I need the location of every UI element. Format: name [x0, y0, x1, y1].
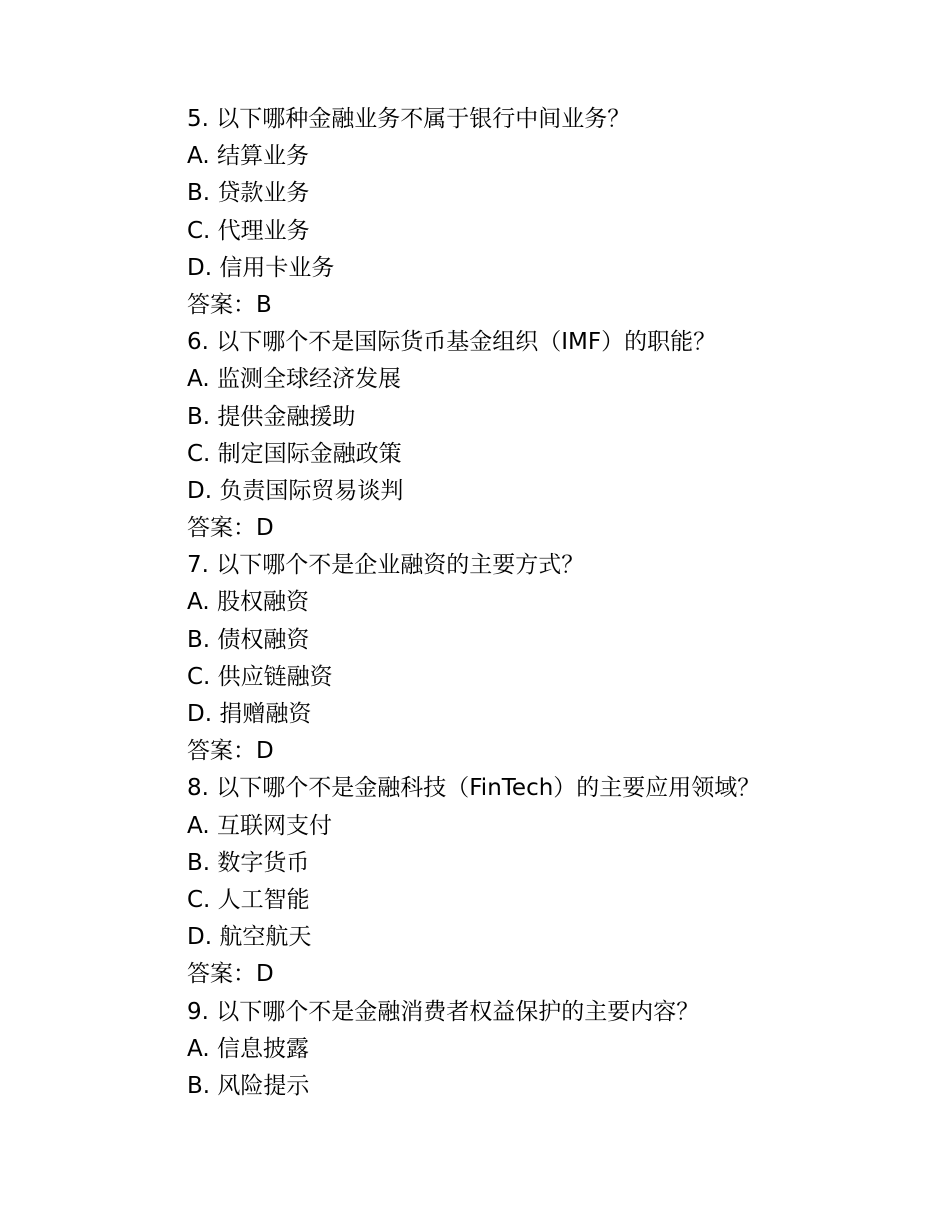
question-7 [187, 547, 907, 770]
option-b: B. 数字货币 [187, 849, 310, 876]
question-stem: 5. 以下哪种金融业务不属于银行中间业务？ [187, 106, 631, 132]
option-b: B. 风险提示 [187, 1072, 310, 1099]
option-d: D. 航空航天 [187, 924, 312, 951]
option-a: A. 监测全球经济发展 [187, 366, 401, 393]
question-8 [187, 770, 907, 993]
answer-line: 答案：D [187, 961, 274, 988]
document-page [187, 101, 907, 1105]
question-stem: 7. 以下哪个不是企业融资的主要方式？ [187, 552, 585, 579]
option-c: C. 人工智能 [187, 886, 310, 913]
option-a: A. 股权融资 [187, 589, 309, 616]
option-b: B. 债权融资 [187, 626, 310, 653]
option-a: A. 信息披露 [187, 1035, 309, 1062]
option-d: D. 负责国际贸易谈判 [187, 477, 404, 504]
question-5 [187, 101, 907, 324]
answer-line: 答案：B [187, 291, 272, 318]
option-a: A. 互联网支付 [187, 812, 332, 839]
option-a: A. 结算业务 [187, 143, 309, 170]
answer-line: 答案：D [187, 515, 274, 542]
option-c: C. 代理业务 [187, 217, 310, 244]
answer-line: 答案：D [187, 738, 274, 765]
question-stem: 6. 以下哪个不是国际货币基金组织（IMF）的职能？ [187, 329, 717, 356]
option-d: D. 捐赠融资 [187, 701, 312, 727]
question-stem: 9. 以下哪个不是金融消费者权益保护的主要内容？ [187, 998, 700, 1025]
question-6 [187, 324, 907, 547]
option-c: C. 供应链融资 [187, 663, 333, 690]
option-b: B. 提供金融援助 [187, 403, 356, 430]
option-b: B. 贷款业务 [187, 180, 310, 207]
question-9 [187, 994, 907, 1106]
option-c: C. 制定国际金融政策 [187, 440, 402, 467]
question-stem: 8. 以下哪个不是金融科技（FinTech）的主要应用领域？ [187, 775, 761, 802]
option-d: D. 信用卡业务 [187, 254, 335, 281]
